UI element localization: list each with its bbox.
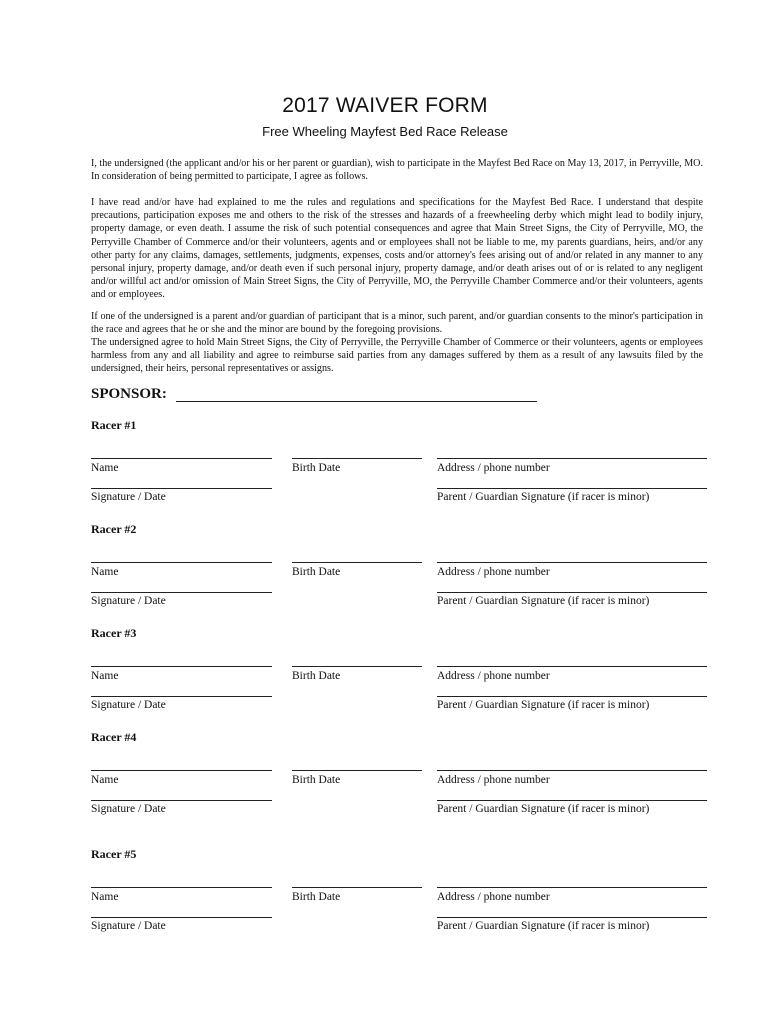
signature-field[interactable] <box>91 696 272 697</box>
address-label: Address / phone number <box>437 670 550 682</box>
signature-field[interactable] <box>91 488 272 489</box>
parent-signature-label: Parent / Guardian Signature (if racer is minor) <box>437 920 650 932</box>
parent-signature-field[interactable] <box>437 592 707 593</box>
signature-label: Signature / Date <box>91 491 166 503</box>
parent-signature-label: Parent / Guardian Signature (if racer is minor) <box>437 803 650 815</box>
sponsor-label: SPONSOR: <box>91 386 167 402</box>
address-label: Address / phone number <box>437 774 550 786</box>
signature-field[interactable] <box>91 917 272 918</box>
intro-paragraph: I, the undersigned (the applicant and/or his or her parent or guardian), wish to participate in the Mayfest Bed Race on May 13, 2017, in Perryville, MO. In consideration of being permitted to participate, I agree as follows. <box>91 158 703 183</box>
name-label: Name <box>91 462 119 474</box>
parent-signature-field[interactable] <box>437 696 707 697</box>
address-label: Address / phone number <box>437 462 550 474</box>
racer-heading: Racer #1 <box>91 418 137 432</box>
name-label: Name <box>91 566 119 578</box>
sponsor-field[interactable] <box>176 401 537 402</box>
address-field[interactable] <box>437 666 707 667</box>
signature-field[interactable] <box>91 592 272 593</box>
parent-signature-field[interactable] <box>437 917 707 918</box>
name-label: Name <box>91 891 119 903</box>
racer-heading: Racer #4 <box>91 730 137 744</box>
signature-label: Signature / Date <box>91 920 166 932</box>
parent-signature-label: Parent / Guardian Signature (if racer is minor) <box>437 699 650 711</box>
name-field[interactable] <box>91 666 272 667</box>
signature-label: Signature / Date <box>91 699 166 711</box>
birth-date-label: Birth Date <box>292 891 341 903</box>
racer-heading: Racer #2 <box>91 522 137 536</box>
signature-field[interactable] <box>91 800 272 801</box>
birth-date-label: Birth Date <box>292 774 341 786</box>
name-field[interactable] <box>91 887 272 888</box>
birth-date-field[interactable] <box>292 562 422 563</box>
racer-heading: Racer #3 <box>91 626 137 640</box>
minor-consent-paragraph: If one of the undersigned is a parent and/or guardian of participant that is a minor, such parent, and/or guardian consents to the minor's participation in the race and agrees that he or she and the minor are bound by the foregoing provisions. <box>91 311 703 336</box>
address-field[interactable] <box>437 562 707 563</box>
address-label: Address / phone number <box>437 891 550 903</box>
birth-date-field[interactable] <box>292 666 422 667</box>
birth-date-field[interactable] <box>292 458 422 459</box>
birth-date-label: Birth Date <box>292 670 341 682</box>
racer-heading: Racer #5 <box>91 847 137 861</box>
birth-date-label: Birth Date <box>292 566 341 578</box>
name-field[interactable] <box>91 562 272 563</box>
birth-date-field[interactable] <box>292 887 422 888</box>
birth-date-label: Birth Date <box>292 462 341 474</box>
signature-label: Signature / Date <box>91 595 166 607</box>
hold-harmless-paragraph: The undersigned agree to hold Main Street Signs, the City of Perryville, the Perryville Chamber of Commerce or their volunteers, agents or employees harmless from any and all liability and agree to reimburse said parties from any damages suffered by them as a result of any lawsuits filed by the undersigned, their heirs, personal representatives or assigns. <box>91 337 703 375</box>
address-field[interactable] <box>437 770 707 771</box>
release-paragraph: I have read and/or have had explained to me the rules and regulations and specifications for the Mayfest Bed Race. I understand that despite precautions, participation exposes me and others to the risk of the stresses and hazards of a freewheeling derby which might lead to bodily injury, property damage, or even death. I assume the risk of such potential consequences and agree that Main Street Signs, the City of Perryville, MO, the Perryville Chamber of Commerce and/or their volunteers, agents and or employees shall not be liable to me, my parents guardians, heirs, and/or any other party for any claims, damages, settlements, judgments, expenses, costs and/or attorney's fees arising out of and/or related in any manner to any personal injury, property damage, and/or death even if such personal injury, property damage, and/or death arises out of or is related to any negligent and/or willful act and/or omission of Main Street Signs, the City of Perryville, MO, the Perryville Chamber Commerce and/or their volunteers, agents and or employees. <box>91 197 703 301</box>
signature-label: Signature / Date <box>91 803 166 815</box>
address-field[interactable] <box>437 458 707 459</box>
name-field[interactable] <box>91 458 272 459</box>
address-field[interactable] <box>437 887 707 888</box>
page-subtitle: Free Wheeling Mayfest Bed Race Release <box>262 124 508 139</box>
name-label: Name <box>91 670 119 682</box>
address-label: Address / phone number <box>437 566 550 578</box>
parent-signature-field[interactable] <box>437 488 707 489</box>
parent-signature-label: Parent / Guardian Signature (if racer is minor) <box>437 491 650 503</box>
parent-signature-field[interactable] <box>437 800 707 801</box>
page-title: 2017 WAIVER FORM <box>282 94 488 117</box>
name-label: Name <box>91 774 119 786</box>
name-field[interactable] <box>91 770 272 771</box>
birth-date-field[interactable] <box>292 770 422 771</box>
parent-signature-label: Parent / Guardian Signature (if racer is minor) <box>437 595 650 607</box>
